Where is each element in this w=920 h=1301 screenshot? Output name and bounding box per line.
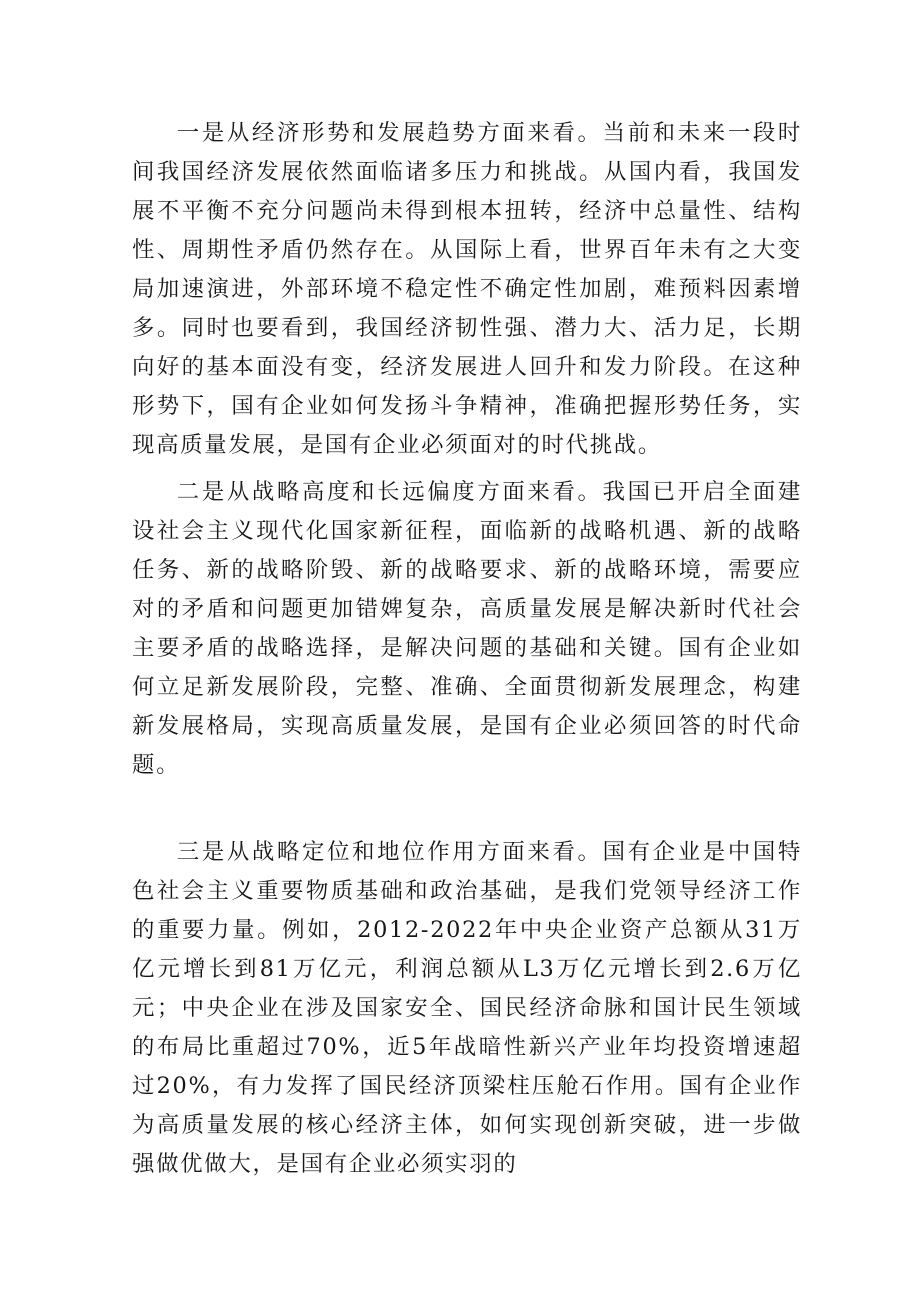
paragraph-strategic-positioning: 三是从战略定位和地位作用方面来看。国有企业是中国特色社会主义重要物质基础和政治基础，是我们党领导经济工作的重要力量。例如，2012-2022年中央企业资产总额从31万亿元增长到81万亿元，利润总额从L3万亿元增长到2.6万亿元；中央企业在涉及国家安全、国民经济命脉和国计民生领域的布局比重超过70%，近5年战暗性新兴产业年均投资增速超过20%，有力发挥了国民经济顶梁柱压舱石作用。国有企业作为高质量发展的核心经济主体，如何实现创新突破，进一步做强做优做大，是国有企业必须实羽的 <box>132 839 802 1177</box>
paragraph-spacer <box>132 785 802 833</box>
paragraph-strategic-height: 二是从战略高度和长远偏度方面来看。我国已开启全面建设社会主义现代化国家新征程，面临新的战略机遇、新的战略任务、新的战略阶毁、新的战略要求、新的战略环境，需要应对的矛盾和问题更加错婢复杂，高质量发展是解决新时代社会主要矛盾的战略选择，是解决问题的基础和关键。国有企业如何立足新发展阶段，完整、准确、全面贯彻新发展理念，构建新发展格局，实现高质量发展，是国有企业必须回答的时代命题。 <box>132 479 802 778</box>
document-body <box>132 114 802 1184</box>
paragraph-economic-situation: 一是从经济形势和发展趋势方面来看。当前和未来一段时间我国经济发展依然面临诸多压力和挑战。从国内看，我国发展不平衡不充分问题尚未得到根本扭转，经济中总量性、结构性、周期性矛盾仍然存在。从国际上看，世界百年未有之大变局加速演进，外部环境不稳定性不确定性加剧，难预料因素增多。同时也要看到，我国经济韧性强、潜力大、活力足，长期向好的基本面没有变，经济发展进人回升和发力阶段。在这种形势下，国有企业如何发扬斗争精神，准确把握形势任务，实现高质量发展，是国有企业必须面对的时代挑战。 <box>132 120 802 458</box>
paragraph-spacer <box>132 465 802 473</box>
